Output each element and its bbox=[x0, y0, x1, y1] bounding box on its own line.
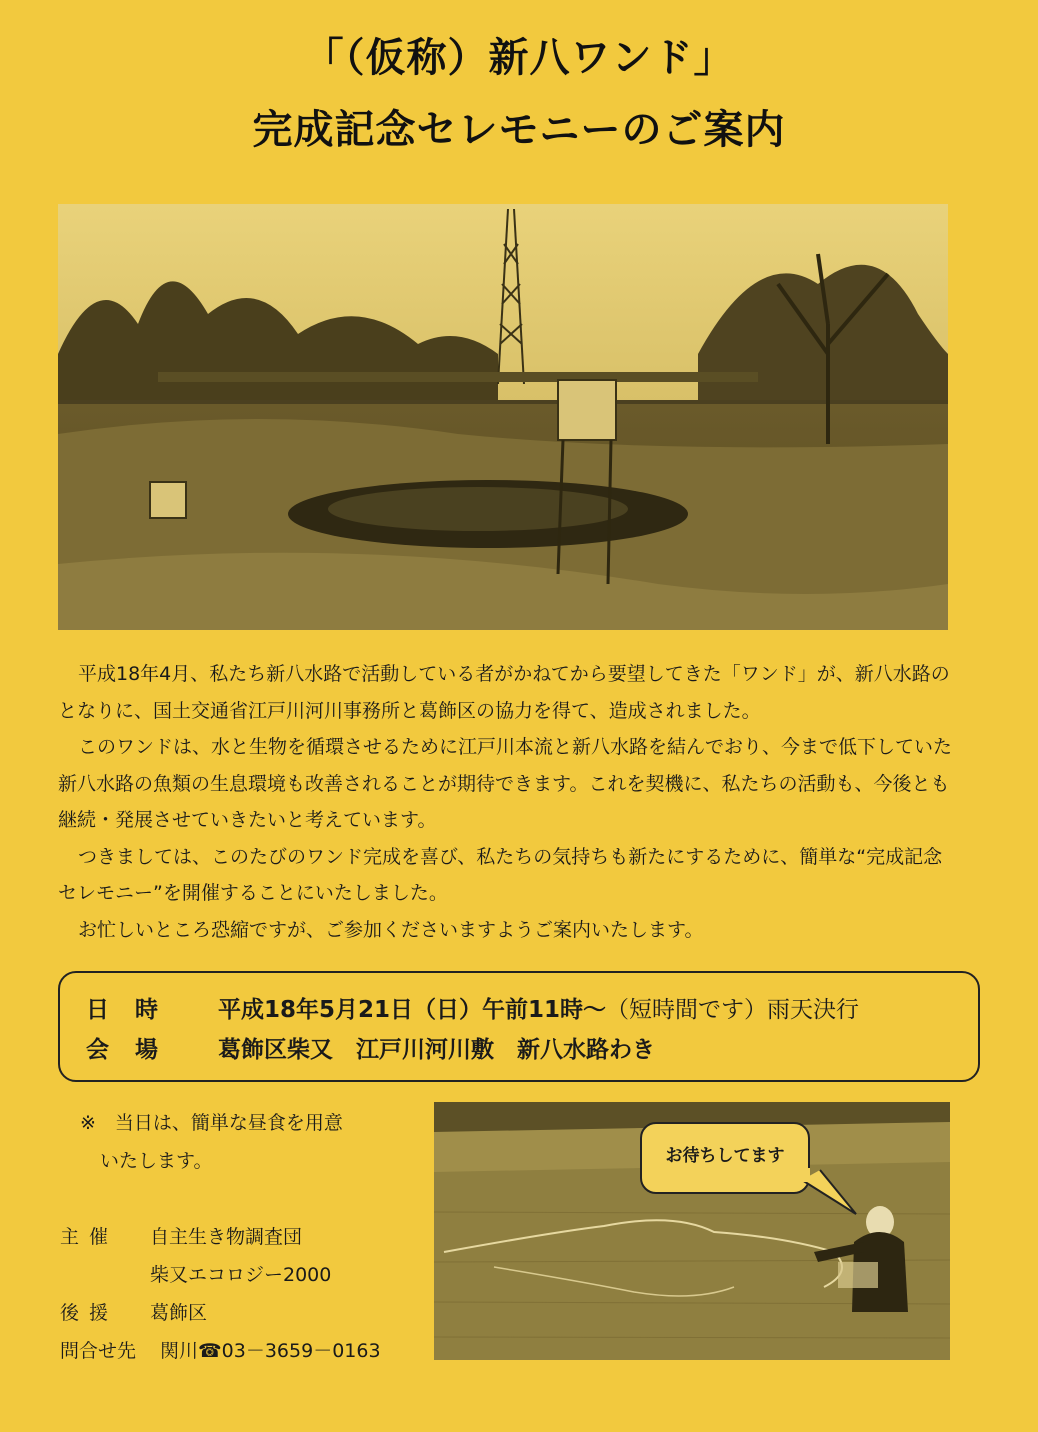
host-name-1: 自主生き物調査団 bbox=[150, 1226, 303, 1248]
event-venue-label: 会場 bbox=[86, 1037, 184, 1063]
event-date-text: 平成18年5月21日（日）午前11時～ bbox=[218, 997, 607, 1023]
support-label: 後援 bbox=[60, 1302, 119, 1324]
speech-bubble-tail bbox=[800, 1168, 860, 1218]
lunch-note-line1: ※ 当日は、簡単な昼食を用意 bbox=[80, 1112, 343, 1134]
event-info-box bbox=[58, 971, 980, 1082]
lunch-note-line2: いたします。 bbox=[100, 1150, 213, 1172]
support-row bbox=[60, 1294, 381, 1332]
title-line-1: 「（仮称）新八ワンド」 bbox=[303, 35, 735, 81]
contact-value: 関川☎03－3659－0163 bbox=[160, 1340, 381, 1362]
host-row bbox=[60, 1218, 381, 1256]
body-paragraph: つきましては、このたびのワンド完成を喜び、私たちの気持ちも新たにするために、簡単な“完成記念セレモニー”を開催することにいたしました。 bbox=[58, 845, 943, 904]
event-date-value bbox=[218, 991, 859, 1024]
body-paragraph: 平成18年4月、私たち新八水路で活動している者がかねてから要望してきた「ワンド」が、新八水路のとなりに、国土交通省江戸川河川事務所と葛飾区の協力を得て、造成されました。 bbox=[58, 663, 950, 722]
title-line-2: 完成記念セレモニーのご案内 bbox=[252, 107, 786, 153]
host-label: 主催 bbox=[60, 1226, 119, 1248]
host-row-2 bbox=[60, 1256, 381, 1294]
speech-bubble: お待ちしてます bbox=[640, 1122, 810, 1194]
contact-label: 問合せ先 bbox=[60, 1340, 137, 1362]
lunch-note bbox=[80, 1104, 343, 1180]
event-date-label: 日時 bbox=[86, 997, 184, 1023]
body-text bbox=[58, 656, 958, 948]
body-paragraph: このワンドは、水と生物を循環させるために江戸川本流と新八水路を結んでおり、今まで低下していた新八水路の魚類の生息環境も改善されることが期待できます。これを契機に、私たちの活動も、今後とも継続・発展させていきたいと考えています。 bbox=[58, 736, 953, 831]
event-date-note: （短時間です）雨天決行 bbox=[606, 997, 860, 1023]
event-venue-row bbox=[86, 1031, 655, 1064]
contact-row bbox=[60, 1332, 381, 1370]
event-date-row bbox=[86, 991, 859, 1024]
event-venue-value: 葛飾区柴又 江戸川河川敷 新八水路わき bbox=[218, 1037, 656, 1063]
host-name-2: 柴又エコロジー2000 bbox=[150, 1264, 332, 1286]
wando-pond-photo bbox=[58, 204, 948, 630]
body-paragraph: お忙しいところ恐縮ですが、ご参加くださいますようご案内いたします。 bbox=[78, 918, 704, 941]
support-value: 葛飾区 bbox=[150, 1302, 208, 1324]
credits bbox=[60, 1218, 381, 1370]
